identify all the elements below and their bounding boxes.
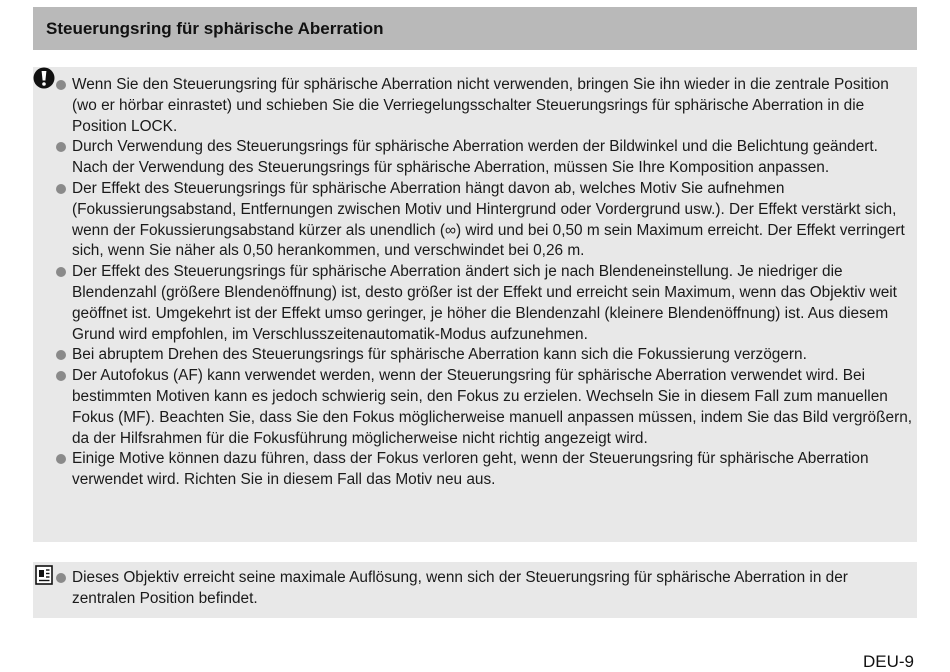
list-item-text: Durch Verwendung des Steuerungsrings für sphärische Aberration werden der Bildwinkel und die Belichtung geändert. Nach der Verwendung des Steuerungsrings für sphärische Aberration, müssen Sie Ihre Komposition anpassen. xyxy=(72,138,878,177)
list-item xyxy=(55,179,913,262)
list-item xyxy=(55,262,913,345)
list-item-text: Der Effekt des Steuerungsrings für sphärische Aberration ändert sich je nach Blendeneinstellung. Je niedriger die Blendenzahl (größere Blendenöffnung) ist, desto größer ist der Effekt und erreicht sein Maximum, wenn das Objektiv weit geöffnet ist. Umgekehrt ist der Effekt umso geringer, je höher die Blendenzahl (kleinere Blendenöffnung) ist. Aus diesem Grund wird empfohlen, im Verschlusszeitenautomatik-Modus aufzunehmen. xyxy=(72,263,897,343)
bullet-icon xyxy=(56,454,66,464)
list-item xyxy=(55,137,913,179)
bullet-icon xyxy=(56,350,66,360)
list-item xyxy=(55,568,913,610)
caution-list xyxy=(55,75,913,491)
caution-icon xyxy=(33,67,55,89)
section-title: Steuerungsring für sphärische Aberration xyxy=(46,18,384,38)
bullet-icon xyxy=(56,573,66,583)
page-number: DEU-9 xyxy=(862,652,914,671)
list-item xyxy=(55,75,913,137)
list-item xyxy=(55,449,913,491)
list-item-text: Der Autofokus (AF) kann verwendet werden, wenn der Steuerungsring für sphärische Aberration verwendet wird. Bei bestimmten Motiven kann es jedoch schwierig sein, den Fokus zu erzielen. Wechseln Sie in diesem Fall zum manuellen Fokus (MF). Beachten Sie, dass Sie den Fokus möglicherweise manuell anpassen müssen, indem Sie das Bild vergrößern, da der Hilfsrahmen für die Fokusführung möglicherweise nicht richtig angezeigt wird. xyxy=(72,367,913,447)
list-item-text: Bei abruptem Drehen des Steuerungsrings für sphärische Aberration kann sich die Fokussierung verzögern. xyxy=(72,346,807,364)
bullet-icon xyxy=(56,142,66,152)
caution-box xyxy=(33,67,917,542)
list-item-text: Der Effekt des Steuerungsrings für sphärische Aberration hängt davon ab, welches Motiv Sie aufnehmen (Fokussierungsabstand, Entfernungen zwischen Motiv und Hintergrund oder Vordergrund usw.). Der Effekt verstärkt sich, wenn der Fokussierungsabstand kürzer als unendlich (∞) wird und bei 0,50 m sein Maximum erreicht. Der Effekt verringert sich, wenn Sie näher als 0,50 herankommen, und verschwindet bei 0,26 m. xyxy=(72,179,905,260)
list-item-text: Einige Motive können dazu führen, dass der Fokus verloren geht, wenn der Steuerungsring für sphärische Aberration verwendet wird. Richten Sie in diesem Fall das Motiv neu aus. xyxy=(72,450,869,489)
note-list xyxy=(55,568,913,610)
list-item-text: Wenn Sie den Steuerungsring für sphärische Aberration nicht verwenden, bringen Sie ihn wieder in die zentrale Position (wo er hörbar einrastet) und schieben Sie die Verriegelungsschalter Steuerungsrings für sphärische Aberration in die Position LOCK. xyxy=(72,76,889,135)
section-heading xyxy=(33,7,917,50)
list-item-text: Dieses Objektiv erreicht seine maximale Auflösung, wenn sich der Steuerungsring für sphärische Aberration in der zentralen Position befindet. xyxy=(72,569,848,607)
note-box xyxy=(33,562,917,618)
bullet-icon xyxy=(56,371,66,381)
list-item xyxy=(55,345,913,366)
bullet-icon xyxy=(56,184,66,194)
bullet-icon xyxy=(56,80,66,90)
bullet-icon xyxy=(56,267,66,277)
note-icon xyxy=(35,565,53,585)
list-item xyxy=(55,366,913,449)
